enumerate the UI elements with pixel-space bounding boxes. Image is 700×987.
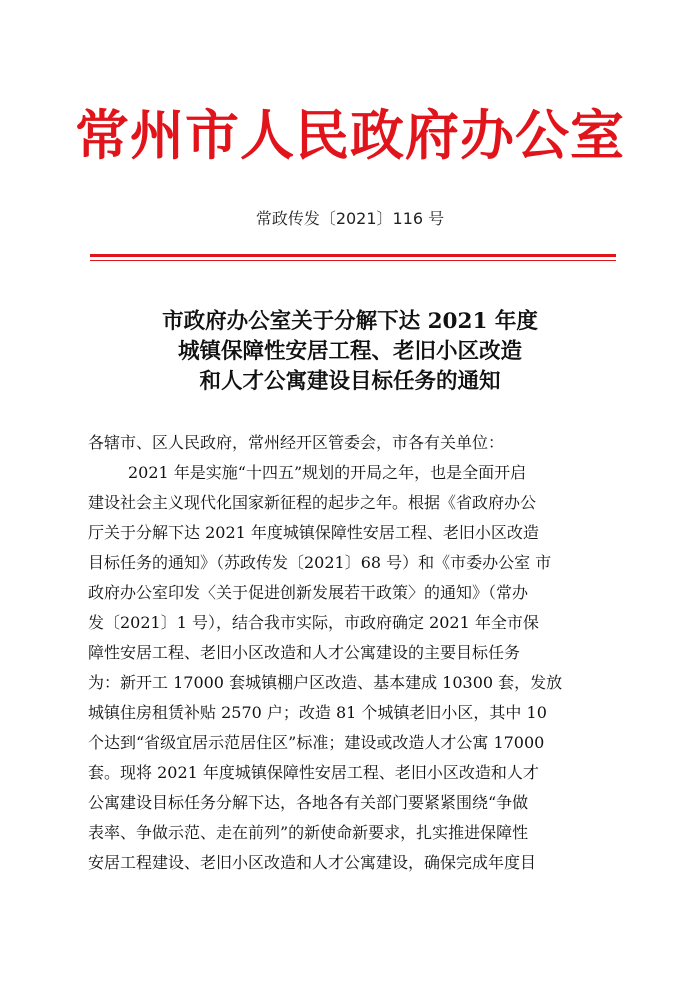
body-line: 障性安居工程、老旧小区改造和人才公寓建设的主要目标任务: [88, 643, 521, 662]
notice-title-line: 和人才公寓建设目标任务的通知: [199, 369, 501, 394]
notice-body: [88, 428, 613, 878]
body-line: 发〔2021〕1 号），结合我市实际，市政府确定 2021 年全市保: [88, 613, 539, 632]
body-line: 2021 年是实施“十四五”规划的开局之年，也是全面开启: [128, 463, 527, 482]
body-line: 个达到“省级宜居示范居住区”标准；建设或改造人才公寓 17000: [88, 733, 545, 752]
body-line: 建设社会主义现代化国家新征程的起步之年。根据《省政府办公: [88, 493, 537, 512]
addressee-line: 各辖市、区人民政府，常州经开区管委会，市各有关单位：: [88, 433, 505, 452]
red-header-rule-thin: [90, 260, 616, 261]
body-line: 政府办公室印发〈关于促进创新发展若干政策〉的通知》（常办: [88, 583, 529, 602]
notice-title-line: 市政府办公室关于分解下达 2021 年度: [162, 309, 538, 334]
issuing-authority-title: 常州市人民政府办公室: [75, 103, 625, 167]
body-line: 城镇住房租赁补贴 2570 户；改造 81 个城镇老旧小区，其中 10: [88, 703, 547, 722]
body-line: 为：新开工 17000 套城镇棚户区改造、基本建成 10300 套，发放: [88, 673, 563, 692]
notice-title-line: 城镇保障性安居工程、老旧小区改造: [177, 339, 522, 364]
body-line: 目标任务的通知》（苏政传发〔2021〕68 号）和《市委办公室 市: [88, 553, 552, 572]
body-line: 安居工程建设、老旧小区改造和人才公寓建设，确保完成年度目: [88, 853, 537, 872]
red-header-rule-thick: [90, 254, 616, 257]
notice-title: [0, 307, 700, 397]
body-line: 公寓建设目标任务分解下达，各地各有关部门要紧紧围绕“争做: [88, 793, 529, 812]
body-line: 厅关于分解下达 2021 年度城镇保障性安居工程、老旧小区改造: [88, 523, 539, 542]
body-line: 套。现将 2021 年度城镇保障性安居工程、老旧小区改造和人才: [88, 763, 539, 782]
body-line: 表率、争做示范、走在前列”的新使命新要求，扎实推进保障性: [88, 823, 529, 842]
document-number: 常政传发〔2021〕116 号: [255, 209, 445, 228]
